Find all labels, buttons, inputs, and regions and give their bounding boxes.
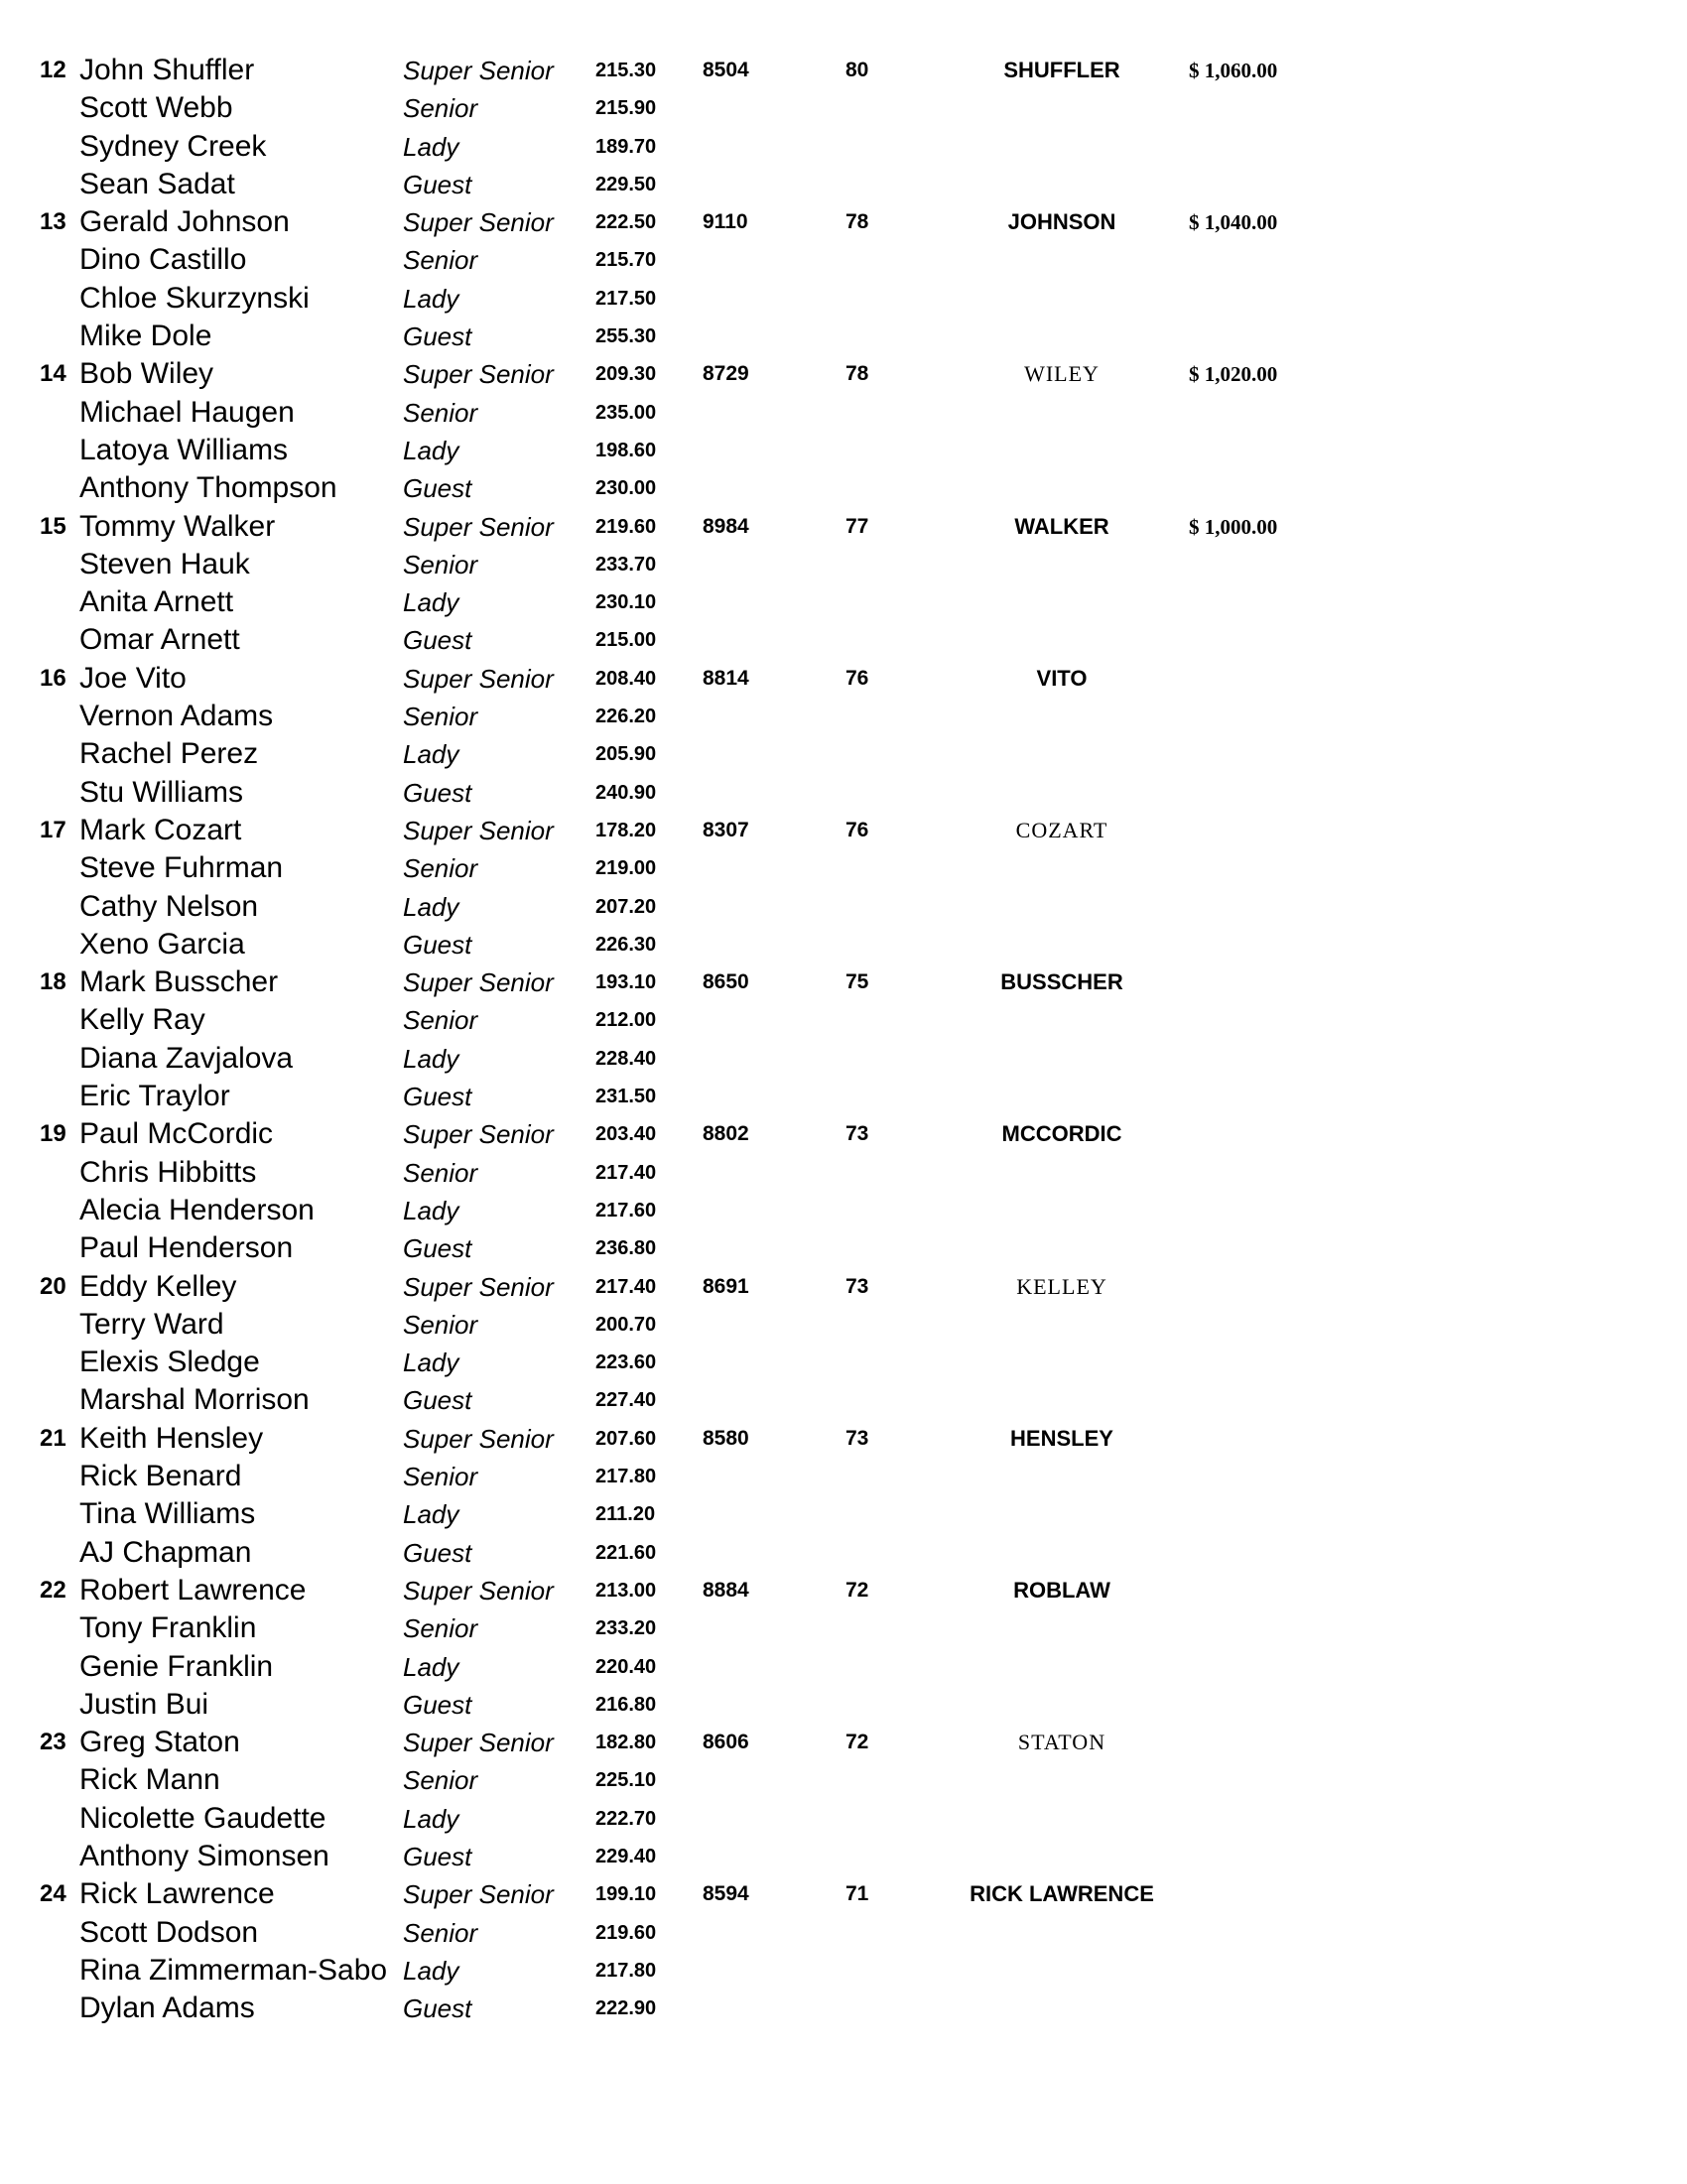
player-average: 228.40 [595, 1047, 657, 1070]
player-category: Senior [403, 1309, 478, 1340]
team-block [0, 1268, 1687, 1419]
member-row [0, 774, 1687, 812]
member-row [0, 128, 1687, 166]
team-lead-row [0, 812, 1687, 849]
team-lead-row [0, 203, 1687, 241]
player-average: 211.20 [595, 1503, 656, 1526]
player-average: 209.30 [595, 363, 657, 386]
team-lead-row [0, 660, 1687, 698]
member-row [0, 89, 1687, 127]
team-prize: $ 1,060.00 [1189, 59, 1278, 82]
player-name: Vernon Adams [79, 700, 274, 733]
player-average: 198.60 [595, 439, 657, 461]
player-average: 203.40 [595, 1123, 657, 1146]
team-points: 80 [845, 59, 869, 81]
team-prize: $ 1,020.00 [1189, 362, 1278, 387]
player-category: Senior [403, 1765, 478, 1796]
player-category: Lady [403, 1348, 459, 1378]
team-pins: 8594 [703, 1882, 749, 1906]
team-lead-row [0, 355, 1687, 393]
team-name: MCCORDIC [1001, 1121, 1122, 1147]
player-category: Super Senior [403, 56, 554, 85]
player-average: 216.80 [595, 1693, 657, 1716]
player-category: Lady [403, 283, 459, 314]
team-number: 22 [40, 1577, 66, 1604]
player-name: AJ Chapman [79, 1535, 252, 1569]
player-name: Latoya Williams [79, 433, 289, 466]
team-pins: 8729 [703, 362, 749, 386]
team-number: 17 [40, 817, 66, 843]
player-category: Senior [403, 93, 478, 124]
team-prize: $ 1,040.00 [1189, 210, 1278, 235]
player-average: 222.70 [595, 1807, 657, 1830]
team-name: JOHNSON [1007, 209, 1116, 235]
player-average: 229.50 [595, 173, 657, 195]
team-pins: 8984 [703, 514, 749, 538]
player-average: 215.90 [595, 97, 657, 120]
player-average: 230.00 [595, 477, 657, 500]
team-points: 78 [845, 362, 869, 386]
player-average: 200.70 [595, 1313, 657, 1336]
team-number: 20 [40, 1272, 66, 1300]
member-row [0, 1001, 1687, 1039]
player-category: Guest [403, 625, 472, 656]
team-lead-row [0, 964, 1687, 1001]
player-name: Greg Staton [79, 1726, 240, 1759]
player-category: Guest [403, 1537, 472, 1568]
player-name: Paul McCordic [79, 1117, 274, 1151]
player-name: Steve Fuhrman [79, 851, 284, 885]
member-row [0, 1229, 1687, 1267]
player-category: Lady [403, 1043, 459, 1074]
player-category: Super Senior [403, 207, 554, 238]
player-average: 220.40 [595, 1655, 657, 1678]
team-prize: $ 1,000.00 [1189, 514, 1278, 539]
team-name: RICK LAWRENCE [970, 1881, 1154, 1907]
member-row [0, 1154, 1687, 1192]
team-block [0, 1115, 1687, 1266]
player-name: Rick Lawrence [79, 1877, 275, 1911]
player-category: Lady [403, 891, 459, 922]
player-name: John Shuffler [79, 54, 255, 86]
player-average: 235.00 [595, 401, 657, 424]
team-number: 15 [40, 512, 66, 540]
team-number: 19 [40, 1120, 66, 1148]
member-row [0, 166, 1687, 203]
player-average: 231.50 [595, 1086, 657, 1108]
team-pins: 8884 [703, 1579, 749, 1602]
player-category: Lady [403, 1651, 459, 1682]
member-row [0, 1990, 1687, 2027]
player-name: Bob Wiley [79, 357, 214, 391]
player-category: Lady [403, 739, 459, 770]
player-average: 182.80 [595, 1732, 657, 1754]
team-block [0, 1724, 1687, 1874]
player-category: Super Senior [403, 1879, 554, 1910]
team-number: 16 [40, 664, 66, 692]
player-name: Paul Henderson [79, 1231, 294, 1265]
player-category: Lady [403, 1195, 459, 1225]
team-points: 73 [845, 1122, 869, 1146]
player-average: 233.20 [595, 1617, 657, 1640]
team-name: COZART [1015, 818, 1108, 842]
player-category: Guest [403, 1082, 472, 1112]
team-name: HENSLEY [1010, 1425, 1113, 1451]
player-average: 221.60 [595, 1541, 657, 1564]
team-number: 18 [40, 968, 66, 996]
team-pins: 9110 [703, 210, 748, 234]
player-average: 225.10 [595, 1769, 657, 1792]
team-pins: 8307 [703, 819, 749, 841]
member-row [0, 849, 1687, 887]
member-row [0, 1495, 1687, 1533]
member-row [0, 546, 1687, 583]
player-average: 212.00 [595, 1009, 657, 1032]
player-name: Sydney Creek [79, 129, 267, 163]
player-category: Super Senior [403, 1728, 554, 1758]
team-lead-row [0, 1572, 1687, 1609]
player-name: Chris Hibbitts [79, 1155, 257, 1189]
team-lead-row [0, 52, 1687, 89]
player-average: 219.60 [595, 1921, 657, 1944]
team-pins: 8814 [703, 666, 749, 690]
team-pins: 8802 [703, 1122, 749, 1146]
team-pins: 8650 [703, 970, 749, 994]
member-row [0, 241, 1687, 279]
player-name: Kelly Ray [79, 1003, 205, 1037]
team-points: 72 [845, 1579, 869, 1602]
team-number: 12 [40, 57, 66, 83]
player-name: Chloe Skurzynski [79, 281, 310, 315]
player-name: Tony Franklin [79, 1611, 257, 1645]
team-block [0, 1875, 1687, 2026]
team-block [0, 812, 1687, 963]
player-category: Senior [403, 702, 478, 732]
player-category: Guest [403, 321, 472, 352]
player-name: Keith Hensley [79, 1421, 264, 1455]
member-row [0, 1192, 1687, 1229]
member-row [0, 1609, 1687, 1647]
player-name: Tina Williams [79, 1497, 256, 1531]
player-average: 226.20 [595, 706, 657, 728]
team-pins: 8580 [703, 1426, 749, 1450]
player-category: Senior [403, 1613, 478, 1644]
member-row [0, 735, 1687, 773]
player-category: Senior [403, 1917, 478, 1948]
player-average: 227.40 [595, 1389, 657, 1412]
team-points: 75 [845, 970, 869, 994]
player-name: Scott Dodson [79, 1915, 259, 1949]
player-average: 213.00 [595, 1580, 657, 1602]
team-number: 13 [40, 208, 66, 236]
player-average: 217.50 [595, 287, 657, 310]
team-points: 78 [845, 210, 869, 234]
member-row [0, 1952, 1687, 1990]
player-average: 230.10 [595, 591, 657, 614]
team-number: 14 [40, 360, 66, 388]
player-average: 207.60 [595, 1427, 657, 1450]
team-name: BUSSCHER [1000, 969, 1123, 995]
player-average: 217.80 [595, 1959, 657, 1982]
team-block [0, 1420, 1687, 1571]
player-category: Guest [403, 929, 472, 960]
team-block [0, 964, 1687, 1114]
player-average: 215.30 [595, 60, 657, 81]
member-row [0, 394, 1687, 432]
player-average: 215.70 [595, 249, 657, 272]
member-row [0, 621, 1687, 659]
player-category: Super Senior [403, 1576, 554, 1606]
member-row [0, 926, 1687, 964]
team-points: 71 [845, 1882, 869, 1906]
player-name: Terry Ward [79, 1307, 224, 1341]
team-block [0, 52, 1687, 202]
member-row [0, 1914, 1687, 1952]
member-row [0, 1381, 1687, 1419]
team-block [0, 355, 1687, 506]
player-category: Super Senior [403, 1271, 554, 1302]
team-pins: 8504 [703, 59, 749, 81]
player-category: Super Senior [403, 1119, 554, 1150]
player-average: 178.20 [595, 820, 657, 841]
player-average: 208.40 [595, 667, 657, 690]
player-name: Rina Zimmerman-Sabo [79, 1953, 388, 1987]
player-category: Super Senior [403, 967, 554, 998]
team-points: 73 [845, 1426, 869, 1450]
player-name: Dylan Adams [79, 1991, 255, 2025]
player-name: Robert Lawrence [79, 1574, 307, 1606]
player-category: Lady [403, 1955, 459, 1986]
team-lead-row [0, 508, 1687, 546]
member-row [0, 1648, 1687, 1686]
member-row [0, 1458, 1687, 1495]
member-row [0, 1078, 1687, 1115]
player-name: Rick Mann [79, 1763, 220, 1797]
member-row [0, 318, 1687, 355]
team-number: 24 [40, 1880, 66, 1908]
player-average: 223.60 [595, 1351, 657, 1374]
player-category: Guest [403, 169, 472, 199]
player-average: 199.10 [595, 1883, 657, 1906]
player-category: Senior [403, 853, 478, 884]
player-name: Anthony Thompson [79, 471, 337, 505]
member-row [0, 1534, 1687, 1572]
team-name: WILEY [1024, 361, 1100, 387]
member-row [0, 698, 1687, 735]
player-name: Eric Traylor [79, 1080, 230, 1113]
member-row [0, 888, 1687, 926]
player-average: 255.30 [595, 325, 657, 348]
player-average: 217.40 [595, 1161, 657, 1184]
team-block [0, 1572, 1687, 1723]
player-category: Senior [403, 397, 478, 428]
member-row [0, 1306, 1687, 1344]
player-category: Lady [403, 1499, 459, 1530]
team-pins: 8691 [703, 1274, 749, 1298]
player-average: 217.60 [595, 1199, 657, 1221]
player-name: Michael Haugen [79, 395, 295, 429]
player-name: Anthony Simonsen [79, 1840, 329, 1873]
player-category: Senior [403, 549, 478, 579]
team-name: ROBLAW [1013, 1578, 1110, 1603]
player-name: Eddy Kelley [79, 1269, 237, 1303]
player-name: Alecia Henderson [79, 1193, 315, 1226]
player-name: Marshal Morrison [79, 1383, 310, 1417]
player-average: 205.90 [595, 743, 657, 766]
team-lead-row [0, 1115, 1687, 1153]
player-name: Mark Busscher [79, 965, 279, 999]
member-row [0, 1838, 1687, 1875]
player-name: Diana Zavjalova [79, 1041, 294, 1075]
player-name: Rick Benard [79, 1460, 242, 1493]
player-category: Super Senior [403, 1423, 554, 1454]
member-row [0, 1040, 1687, 1078]
player-category: Guest [403, 1233, 472, 1264]
team-pins: 8606 [703, 1731, 749, 1754]
player-average: 217.80 [595, 1466, 657, 1488]
player-category: Super Senior [403, 359, 554, 390]
member-row [0, 1344, 1687, 1381]
player-average: 207.20 [595, 895, 657, 918]
player-category: Senior [403, 1157, 478, 1188]
team-number: 21 [40, 1424, 66, 1452]
player-name: Dino Castillo [79, 243, 247, 277]
player-name: Mike Dole [79, 320, 212, 353]
player-category: Lady [403, 587, 459, 618]
player-average: 217.40 [595, 1275, 657, 1298]
player-name: Scott Webb [79, 91, 233, 125]
player-average: 189.70 [595, 135, 657, 158]
player-name: Omar Arnett [79, 623, 240, 657]
player-average: 219.60 [595, 515, 657, 538]
member-row [0, 432, 1687, 469]
member-row [0, 583, 1687, 621]
team-number: 23 [40, 1729, 66, 1756]
player-category: Guest [403, 777, 472, 808]
team-name: VITO [1036, 665, 1088, 691]
player-category: Lady [403, 435, 459, 465]
player-average: 226.30 [595, 933, 657, 956]
team-lead-row [0, 1420, 1687, 1458]
player-name: Anita Arnett [79, 585, 234, 619]
player-name: Mark Cozart [79, 814, 242, 846]
player-average: 229.40 [595, 1846, 657, 1868]
player-name: Justin Bui [79, 1687, 209, 1721]
player-category: Guest [403, 1993, 472, 2024]
player-name: Cathy Nelson [79, 889, 259, 923]
player-name: Nicolette Gaudette [79, 1801, 326, 1835]
team-points: 77 [845, 514, 869, 538]
team-points: 72 [845, 1731, 869, 1754]
team-name: SHUFFLER [1003, 58, 1120, 82]
player-name: Xeno Garcia [79, 927, 245, 961]
player-name: Stu Williams [79, 775, 244, 809]
player-name: Genie Franklin [79, 1649, 274, 1683]
team-name: KELLEY [1016, 1273, 1107, 1299]
player-name: Tommy Walker [79, 509, 276, 543]
player-category: Super Senior [403, 816, 554, 845]
player-average: 233.70 [595, 553, 657, 576]
player-name: Rachel Perez [79, 737, 259, 771]
team-block [0, 508, 1687, 659]
player-average: 193.10 [595, 971, 657, 994]
player-category: Lady [403, 1803, 459, 1834]
member-row [0, 1800, 1687, 1838]
player-category: Guest [403, 1689, 472, 1720]
player-average: 236.80 [595, 1237, 657, 1260]
team-points: 76 [845, 819, 869, 841]
member-row [0, 1686, 1687, 1724]
team-lead-row [0, 1724, 1687, 1761]
team-name: WALKER [1014, 513, 1109, 539]
player-average: 215.00 [595, 629, 657, 652]
player-category: Senior [403, 1462, 478, 1492]
team-points: 76 [845, 666, 869, 690]
team-lead-row [0, 1268, 1687, 1306]
player-category: Guest [403, 1385, 472, 1416]
player-average: 222.90 [595, 1997, 657, 2020]
player-category: Senior [403, 1005, 478, 1036]
player-category: Guest [403, 1842, 472, 1872]
player-category: Senior [403, 245, 478, 276]
player-name: Steven Hauk [79, 547, 250, 580]
team-points: 73 [845, 1274, 869, 1298]
player-name: Elexis Sledge [79, 1346, 260, 1379]
player-category: Guest [403, 473, 472, 504]
player-category: Lady [403, 131, 459, 162]
team-block [0, 203, 1687, 354]
player-name: Gerald Johnson [79, 205, 290, 239]
player-name: Sean Sadat [79, 167, 235, 200]
player-average: 222.50 [595, 211, 657, 234]
team-name: STATON [1017, 1730, 1106, 1755]
player-name: Joe Vito [79, 661, 187, 695]
player-average: 240.90 [595, 781, 657, 804]
player-average: 219.00 [595, 857, 657, 880]
member-row [0, 1761, 1687, 1799]
team-lead-row [0, 1875, 1687, 1913]
player-category: Super Senior [403, 511, 554, 542]
team-block [0, 660, 1687, 811]
member-row [0, 280, 1687, 318]
player-category: Super Senior [403, 663, 554, 694]
member-row [0, 469, 1687, 507]
